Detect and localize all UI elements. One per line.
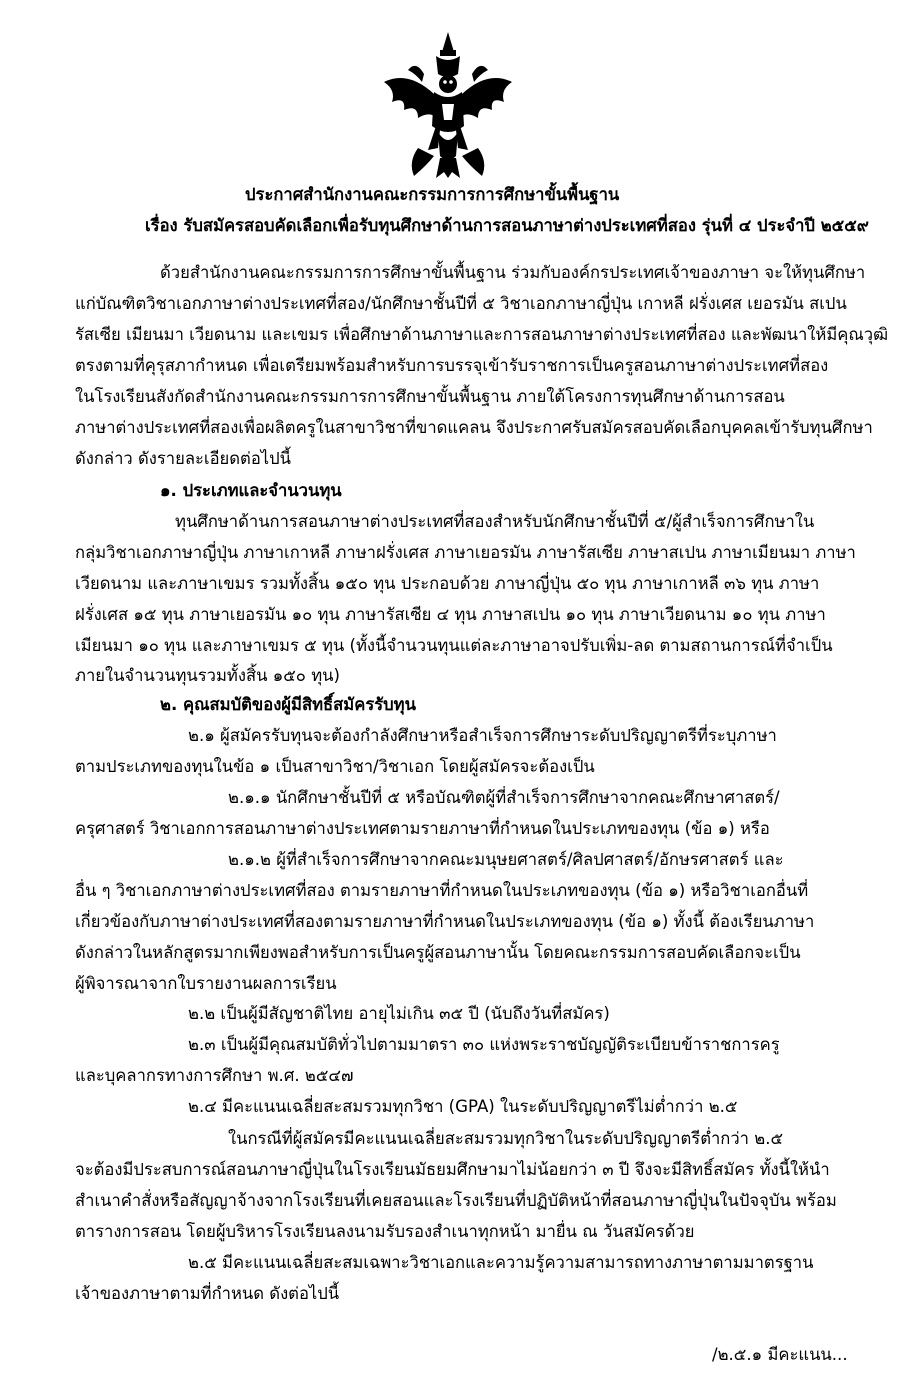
body-line: ๒.๔ มีคะแนนเฉลี่ยสะสมรวมทุกวิชา (GPA) ในระดับปริญญาตรีไม่ต่ำกว่า ๒.๕ [188, 1097, 738, 1116]
body-line: แก่บัณฑิตวิชาเอกภาษาต่างประเทศที่สอง/นักศึกษาชั้นปีที่ ๕ วิชาเอกภาษาญี่ปุ่น เกาหลี ฝรั่งเศส เยอรมัน สเปน [75, 294, 847, 313]
body-line: ๒.๑.๑ นักศึกษาชั้นปีที่ ๕ หรือบัณฑิตผู้ที่สำเร็จการศึกษาจากคณะศึกษาศาสตร์/ [228, 788, 780, 807]
body-line: ผู้พิจารณาจากใบรายงานผลการเรียน [75, 974, 337, 993]
body-line: ทุนศึกษาด้านการสอนภาษาต่างประเทศที่สองสำหรับนักศึกษาชั้นปีที่ ๕/ผู้สำเร็จการศึกษาใน [175, 512, 815, 531]
announcement-title: ประกาศสำนักงานคณะกรรมการการศึกษาขั้นพื้นฐาน [245, 185, 620, 204]
body-line: รัสเซีย เมียนมา เวียดนาม และเขมร เพื่อศึกษาด้านภาษาและการสอนภาษาต่างประเทศที่สอง และพัฒนาให้มีคุณวุฒิ [75, 325, 889, 344]
body-line: เวียดนาม และภาษาเขมร รวมทั้งสิ้น ๑๕๐ ทุน ประกอบด้วย ภาษาญี่ปุ่น ๕๐ ทุน ภาษาเกาหลี ๓๖ ทุน ภาษา [75, 574, 820, 593]
body-line: ๒.๑ ผู้สมัครรับทุนจะต้องกำลังศึกษาหรือสำเร็จการศึกษาระดับปริญญาตรีที่ระบุภาษา [188, 726, 777, 745]
body-line: ๒.๕ มีคะแนนเฉลี่ยสะสมเฉพาะวิชาเอกและความรู้ความสามารถทางภาษาตามมาตรฐาน [188, 1253, 814, 1272]
body-line: อื่น ๆ วิชาเอกภาษาต่างประเทศที่สอง ตามรายภาษาที่กำหนดในประเภทของทุน (ข้อ ๑) หรือวิชาเอกอื่นที่ [75, 881, 809, 900]
body-line: ครุศาสตร์ วิชาเอกการสอนภาษาต่างประเทศตามรายภาษาที่กำหนดในประเภทของทุน (ข้อ ๑) หรือ [75, 819, 770, 838]
body-line: เมียนมา ๑๐ ทุน และภาษาเขมร ๕ ทุน (ทั้งนี้จำนวนทุนแต่ละภาษาอาจปรับเพิ่ม-ลด ตามสถานการณ์ที่จำเป็น [75, 636, 833, 655]
body-line: ๒.๑.๒ ผู้ที่สำเร็จการศึกษาจากคณะมนุษยศาสตร์/ศิลปศาสตร์/อักษรศาสตร์ และ [228, 850, 784, 869]
body-line: ฝรั่งเศส ๑๕ ทุน ภาษาเยอรมัน ๑๐ ทุน ภาษารัสเซีย ๔ ทุน ภาษาสเปน ๑๐ ทุน ภาษาเวียดนาม ๑๐ ทุน ภาษา [75, 605, 826, 624]
body-line: ในกรณีที่ผู้สมัครมีคะแนนเฉลี่ยสะสมรวมทุกวิชาในระดับปริญญาตรีต่ำกว่า ๒.๕ [228, 1129, 784, 1148]
body-line: ดังกล่าวในหลักสูตรมากเพียงพอสำหรับการเป็นครูผู้สอนภาษานั้น โดยคณะกรรมการสอบคัดเลือกจะเป็น [75, 943, 801, 962]
body-line: ดังกล่าว ดังรายละเอียดต่อไปนี้ [75, 449, 292, 468]
body-line: ๒.๓ เป็นผู้มีคุณสมบัติทั่วไปตามมาตรา ๓๐ แห่งพระราชบัญญัติระเบียบข้าราชการครู [188, 1035, 780, 1054]
body-line: สำเนาคำสั่งหรือสัญญาจ้างจากโรงเรียนที่เคยสอนและโรงเรียนที่ปฏิบัติหน้าที่สอนภาษาญี่ปุ่นในปัจจุบัน พร้อม [75, 1191, 837, 1210]
body-line: ๒.๒ เป็นผู้มีสัญชาติไทย อายุไม่เกิน ๓๕ ปี (นับถึงวันที่สมัคร) [188, 1004, 610, 1023]
body-line: ด้วยสำนักงานคณะกรรมการการศึกษาขั้นพื้นฐาน ร่วมกับองค์กรประเทศเจ้าของภาษา จะให้ทุนศึกษา [160, 263, 866, 282]
body-line: ตามประเภทของทุนในข้อ ๑ เป็นสาขาวิชา/วิชาเอก โดยผู้สมัครจะต้องเป็น [75, 757, 595, 776]
body-line: เจ้าของภาษาตามที่กำหนด ดังต่อไปนี้ [75, 1284, 340, 1303]
body-line: และบุคลากรทางการศึกษา พ.ศ. ๒๕๔๗ [75, 1066, 354, 1085]
announcement-subject: เรื่อง รับสมัครสอบคัดเลือกเพื่อรับทุนศึกษาด้านการสอนภาษาต่างประเทศที่สอง รุ่นที่ ๔ ประจำปี ๒๕๕๙ [145, 216, 869, 235]
body-line: เกี่ยวข้องกับภาษาต่างประเทศที่สองตามรายภาษาที่กำหนดในประเภทของทุน (ข้อ ๑) ทั้งนี้ ต้องเรียนภาษา [75, 912, 815, 931]
body-line: ในโรงเรียนสังกัดสำนักงานคณะกรรมการการศึกษาขั้นพื้นฐาน ภายใต้โครงการทุนศึกษาด้านการสอน [75, 387, 785, 406]
body-line: ตรงตามที่คุรุสภากำหนด เพื่อเตรียมพร้อมสำหรับการบรรจุเข้ารับราชการเป็นครูสอนภาษาต่างประเทศที่สอง [75, 356, 829, 375]
continuation-marker: /๒.๕.๑ มีคะแนน... [712, 1345, 848, 1364]
section-heading: ๒. คุณสมบัติของผู้มีสิทธิ์สมัครรับทุน [160, 695, 416, 714]
body-line: กลุ่มวิชาเอกภาษาญี่ปุ่น ภาษาเกาหลี ภาษาฝรั่งเศส ภาษาเยอรมัน ภาษารัสเซีย ภาษาสเปน ภาษาเมียนมา ภาษา [75, 543, 856, 562]
section-heading: ๑. ประเภทและจำนวนทุน [160, 481, 342, 500]
body-line: ตารางการสอน โดยผู้บริหารโรงเรียนลงนามรับรองสำเนาทุกหน้า มายื่น ณ วันสมัครด้วย [75, 1222, 695, 1241]
body-line: ภาษาต่างประเทศที่สองเพื่อผลิตครูในสาขาวิชาที่ขาดแคลน จึงประกาศรับสมัครสอบคัดเลือกบุคคลเข้ารับทุนศึกษา [75, 418, 873, 437]
garuda-emblem-icon [378, 30, 518, 180]
body-line: ภายในจำนวนทุนรวมทั้งสิ้น ๑๕๐ ทุน) [75, 666, 340, 685]
body-line: จะต้องมีประสบการณ์สอนภาษาญี่ปุ่นในโรงเรียนมัธยมศึกษามาไม่น้อยกว่า ๓ ปี จึงจะมีสิทธิ์สมัคร ทั้งนี้ให้นำ [75, 1160, 830, 1179]
